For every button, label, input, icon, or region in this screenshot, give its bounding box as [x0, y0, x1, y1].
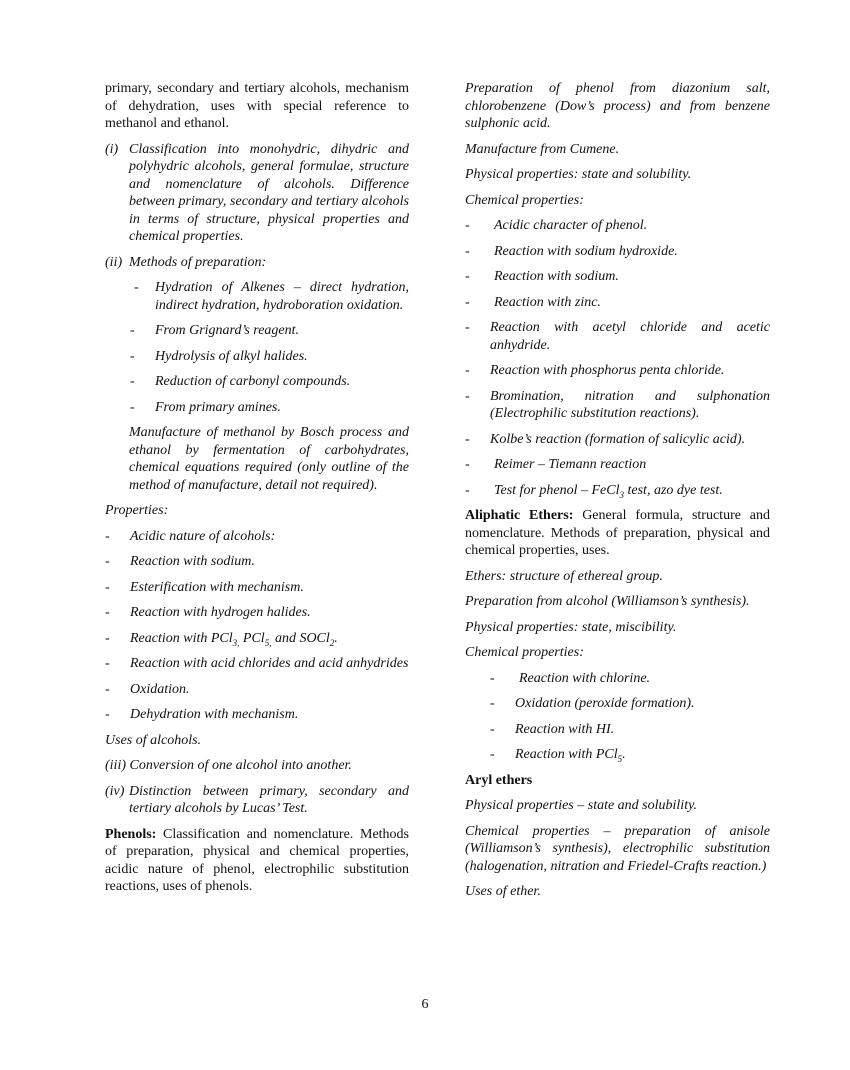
fecl-text-b: test, azo dye test. [624, 482, 723, 498]
property-item [105, 528, 409, 546]
ether-reaction-item [465, 670, 770, 688]
property-text: Oxidation. [130, 681, 190, 697]
dash-marker: - [130, 323, 135, 338]
property-item [105, 706, 409, 724]
pcl5-text-b: . [622, 747, 626, 762]
property-item [105, 553, 409, 571]
uses-of-ether: Uses of ether. [465, 884, 541, 899]
property-text: Reaction with hydrogen halides. [130, 605, 311, 620]
dash-marker: - [465, 320, 470, 335]
chem-property-text: Acidic character of phenol. [494, 218, 648, 233]
item-ii [105, 254, 409, 272]
chem-property-item [465, 431, 770, 449]
chem-property-item [465, 388, 770, 423]
aliphatic-ethers-text: General formula, structure and nomenclature. Methods of preparation, physical and chemical properties, uses. [465, 508, 770, 558]
prep-method-text: Reduction of carbonyl compounds. [155, 374, 351, 389]
chem-property-text: Kolbe’s reaction (formation of salicylic acid). [490, 431, 746, 447]
chem-property-text: Bromination, nitration and sulphonation (Electrophilic substitution reactions). [490, 388, 770, 421]
property-item [105, 604, 409, 622]
item-i [105, 141, 409, 246]
pcl5-subscript: 5 [617, 753, 623, 764]
pcl5-subscript: 5, [264, 637, 272, 648]
property-item [105, 655, 409, 673]
left-column [105, 80, 409, 904]
dash-marker: - [490, 747, 495, 762]
aliphatic-ethers-paragraph [465, 507, 770, 560]
dash-marker: - [134, 280, 139, 295]
pcl-text-b: PCl [239, 630, 265, 646]
chem-property-item [465, 294, 770, 312]
aryl-chemical-properties: Chemical properties – preparation of anisole (Williamson’s synthesis), electrophilic substitution (halogenation, nitration and Friedel-Crafts reaction.) [465, 823, 770, 874]
property-text: Reaction with sodium. [130, 554, 255, 569]
dash-marker: - [105, 605, 110, 620]
property-text [130, 631, 338, 646]
dash-marker: - [465, 431, 470, 447]
dash-marker: - [105, 707, 110, 722]
property-item-pcl [105, 630, 409, 648]
prep-method-text: From Grignard’s reagent. [155, 323, 300, 338]
dash-marker: - [130, 374, 135, 389]
dash-marker: - [465, 363, 470, 378]
item-iii-text: Conversion of one alcohol into another. [129, 758, 352, 773]
pcl-text-d: . [334, 630, 338, 646]
dash-marker: - [490, 696, 495, 711]
dash-marker: - [105, 656, 110, 671]
dash-marker: - [465, 388, 470, 404]
chem-property-item [465, 217, 770, 235]
manufacture-paragraph: Manufacture of methanol by Bosch process and ethanol by fermentation of carbohydrates, chemical equations required (only outline of the method of manufacture, detail not required). [129, 425, 409, 493]
item-iv [105, 783, 409, 818]
prep-method-item [105, 348, 409, 366]
chem-property-text: Reaction with acetyl chloride and acetic anhydride. [490, 320, 770, 353]
dash-marker: - [490, 721, 495, 737]
item-iii [105, 757, 409, 775]
property-text: Acidic nature of alcohols: [130, 528, 276, 544]
property-item [105, 579, 409, 597]
prep-method-text: Hydrolysis of alkyl halides. [155, 348, 308, 364]
ethers-physical-properties: Physical properties: state, miscibility. [465, 619, 677, 635]
aliphatic-ethers-heading: Aliphatic Ethers: [465, 508, 574, 523]
item-i-text: Classification into monohydric, dihydric and polyhydric alcohols, general formulae, structure and nomenclature of alcohols. Difference between primary, secondary and tertiary alcohols in terms of structure, physical properties and chemical properties. [129, 141, 409, 244]
dash-marker: - [465, 294, 470, 310]
chem-property-item [465, 243, 770, 261]
ether-reaction-text: Oxidation (peroxide formation). [515, 696, 695, 711]
item-i-marker: (i) [105, 141, 119, 157]
chem-property-text: Reaction with sodium hydroxide. [494, 243, 678, 259]
property-text: Reaction with acid chlorides and acid anhydrides [130, 656, 409, 671]
item-ii-marker: (ii) [105, 254, 123, 270]
pcl-text-c: and SOCl [271, 630, 330, 646]
property-item [105, 681, 409, 699]
chem-property-text: Reaction with zinc. [494, 294, 601, 310]
prep-method-item [105, 279, 409, 314]
prep-method-item [105, 399, 409, 417]
dash-marker: - [105, 579, 110, 595]
dash-marker: - [130, 399, 135, 415]
dash-marker: - [465, 218, 470, 233]
dash-marker: - [105, 528, 110, 544]
prep-phenol: Preparation of phenol from diazonium salt, chlorobenzene (Dow’s process) and from benzene sulphonic acid. [465, 81, 770, 131]
chem-property-text: Reaction with phosphorus penta chloride. [490, 363, 725, 378]
dash-marker: - [490, 670, 495, 686]
prep-method-item [105, 373, 409, 391]
pcl-text-a: Reaction with PCl [130, 630, 233, 646]
dash-marker: - [105, 554, 110, 569]
phenol-physical-properties: Physical properties: state and solubility. [465, 167, 692, 182]
chem-property-text [494, 483, 723, 498]
phenols-heading: Phenols: [105, 826, 157, 842]
prep-method-text: Hydration of Alkenes – direct hydration, indirect hydration, hydroboration oxidation. [155, 280, 409, 313]
item-iv-text: Distinction between primary, secondary and tertiary alcohols by Lucas’ Test. [129, 783, 409, 816]
phenols-text: Classification and nomenclature. Methods of preparation, physical and chemical properties, acidic nature of phenol, electrophilic substitution reactions, uses of phenols. [105, 826, 409, 894]
chem-property-text: Reaction with sodium. [494, 269, 619, 284]
ether-reaction-item [465, 695, 770, 713]
phenol-chemical-properties: Chemical properties: [465, 192, 584, 208]
intro-paragraph: primary, secondary and tertiary alcohols, mechanism of dehydration, uses with special reference to methanol and ethanol. [105, 81, 409, 131]
dash-marker: - [105, 681, 110, 697]
dash-marker: - [130, 348, 135, 364]
ethers-structure: Ethers: structure of ethereal group. [465, 568, 663, 584]
chem-property-text: Reimer – Tiemann reaction [494, 457, 647, 472]
ether-reaction-text [515, 747, 626, 762]
dash-marker: - [465, 482, 470, 498]
dash-marker: - [105, 630, 110, 646]
fecl3-subscript: 3 [619, 489, 624, 500]
right-column [465, 80, 770, 909]
page-number: 6 [421, 997, 429, 1012]
property-text: Esterification with mechanism. [130, 579, 304, 595]
chem-property-item [465, 362, 770, 380]
item-iv-marker: (iv) [105, 783, 125, 799]
uses-of-alcohols: Uses of alcohols. [105, 732, 202, 748]
fecl-text-a: Test for phenol – FeCl [494, 482, 620, 498]
chem-property-item [465, 319, 770, 354]
pcl5-text-a: Reaction with PCl [515, 747, 618, 762]
chem-property-item [465, 456, 770, 474]
ether-reaction-text: Reaction with HI. [515, 721, 615, 737]
property-text: Dehydration with mechanism. [130, 707, 299, 722]
ether-reaction-text: Reaction with chlorine. [519, 670, 651, 686]
manufacture-cumene: Manufacture from Cumene. [465, 141, 620, 157]
phenols-paragraph [105, 826, 409, 896]
dash-marker: - [465, 457, 470, 472]
ethers-preparation: Preparation from alcohol (Williamson’s synthesis). [465, 594, 750, 609]
chem-property-item [465, 268, 770, 286]
aryl-ethers-heading: Aryl ethers [465, 772, 533, 788]
ethers-chemical-properties: Chemical properties: [465, 645, 584, 660]
ether-reaction-item [465, 721, 770, 739]
item-ii-text: Methods of preparation: [129, 254, 267, 270]
properties-heading: Properties: [105, 503, 169, 518]
chem-property-item-fecl [465, 482, 770, 500]
ether-reaction-item-pcl5 [465, 746, 770, 764]
dash-marker: - [465, 243, 470, 259]
dash-marker: - [465, 269, 470, 284]
aryl-physical-properties: Physical properties – state and solubility. [465, 798, 698, 813]
prep-method-text: From primary amines. [155, 399, 281, 415]
prep-method-item [105, 322, 409, 340]
pcl3-subscript: 3, [232, 637, 240, 648]
socl2-subscript: 2 [329, 637, 335, 648]
item-iii-marker: (iii) [105, 758, 126, 773]
